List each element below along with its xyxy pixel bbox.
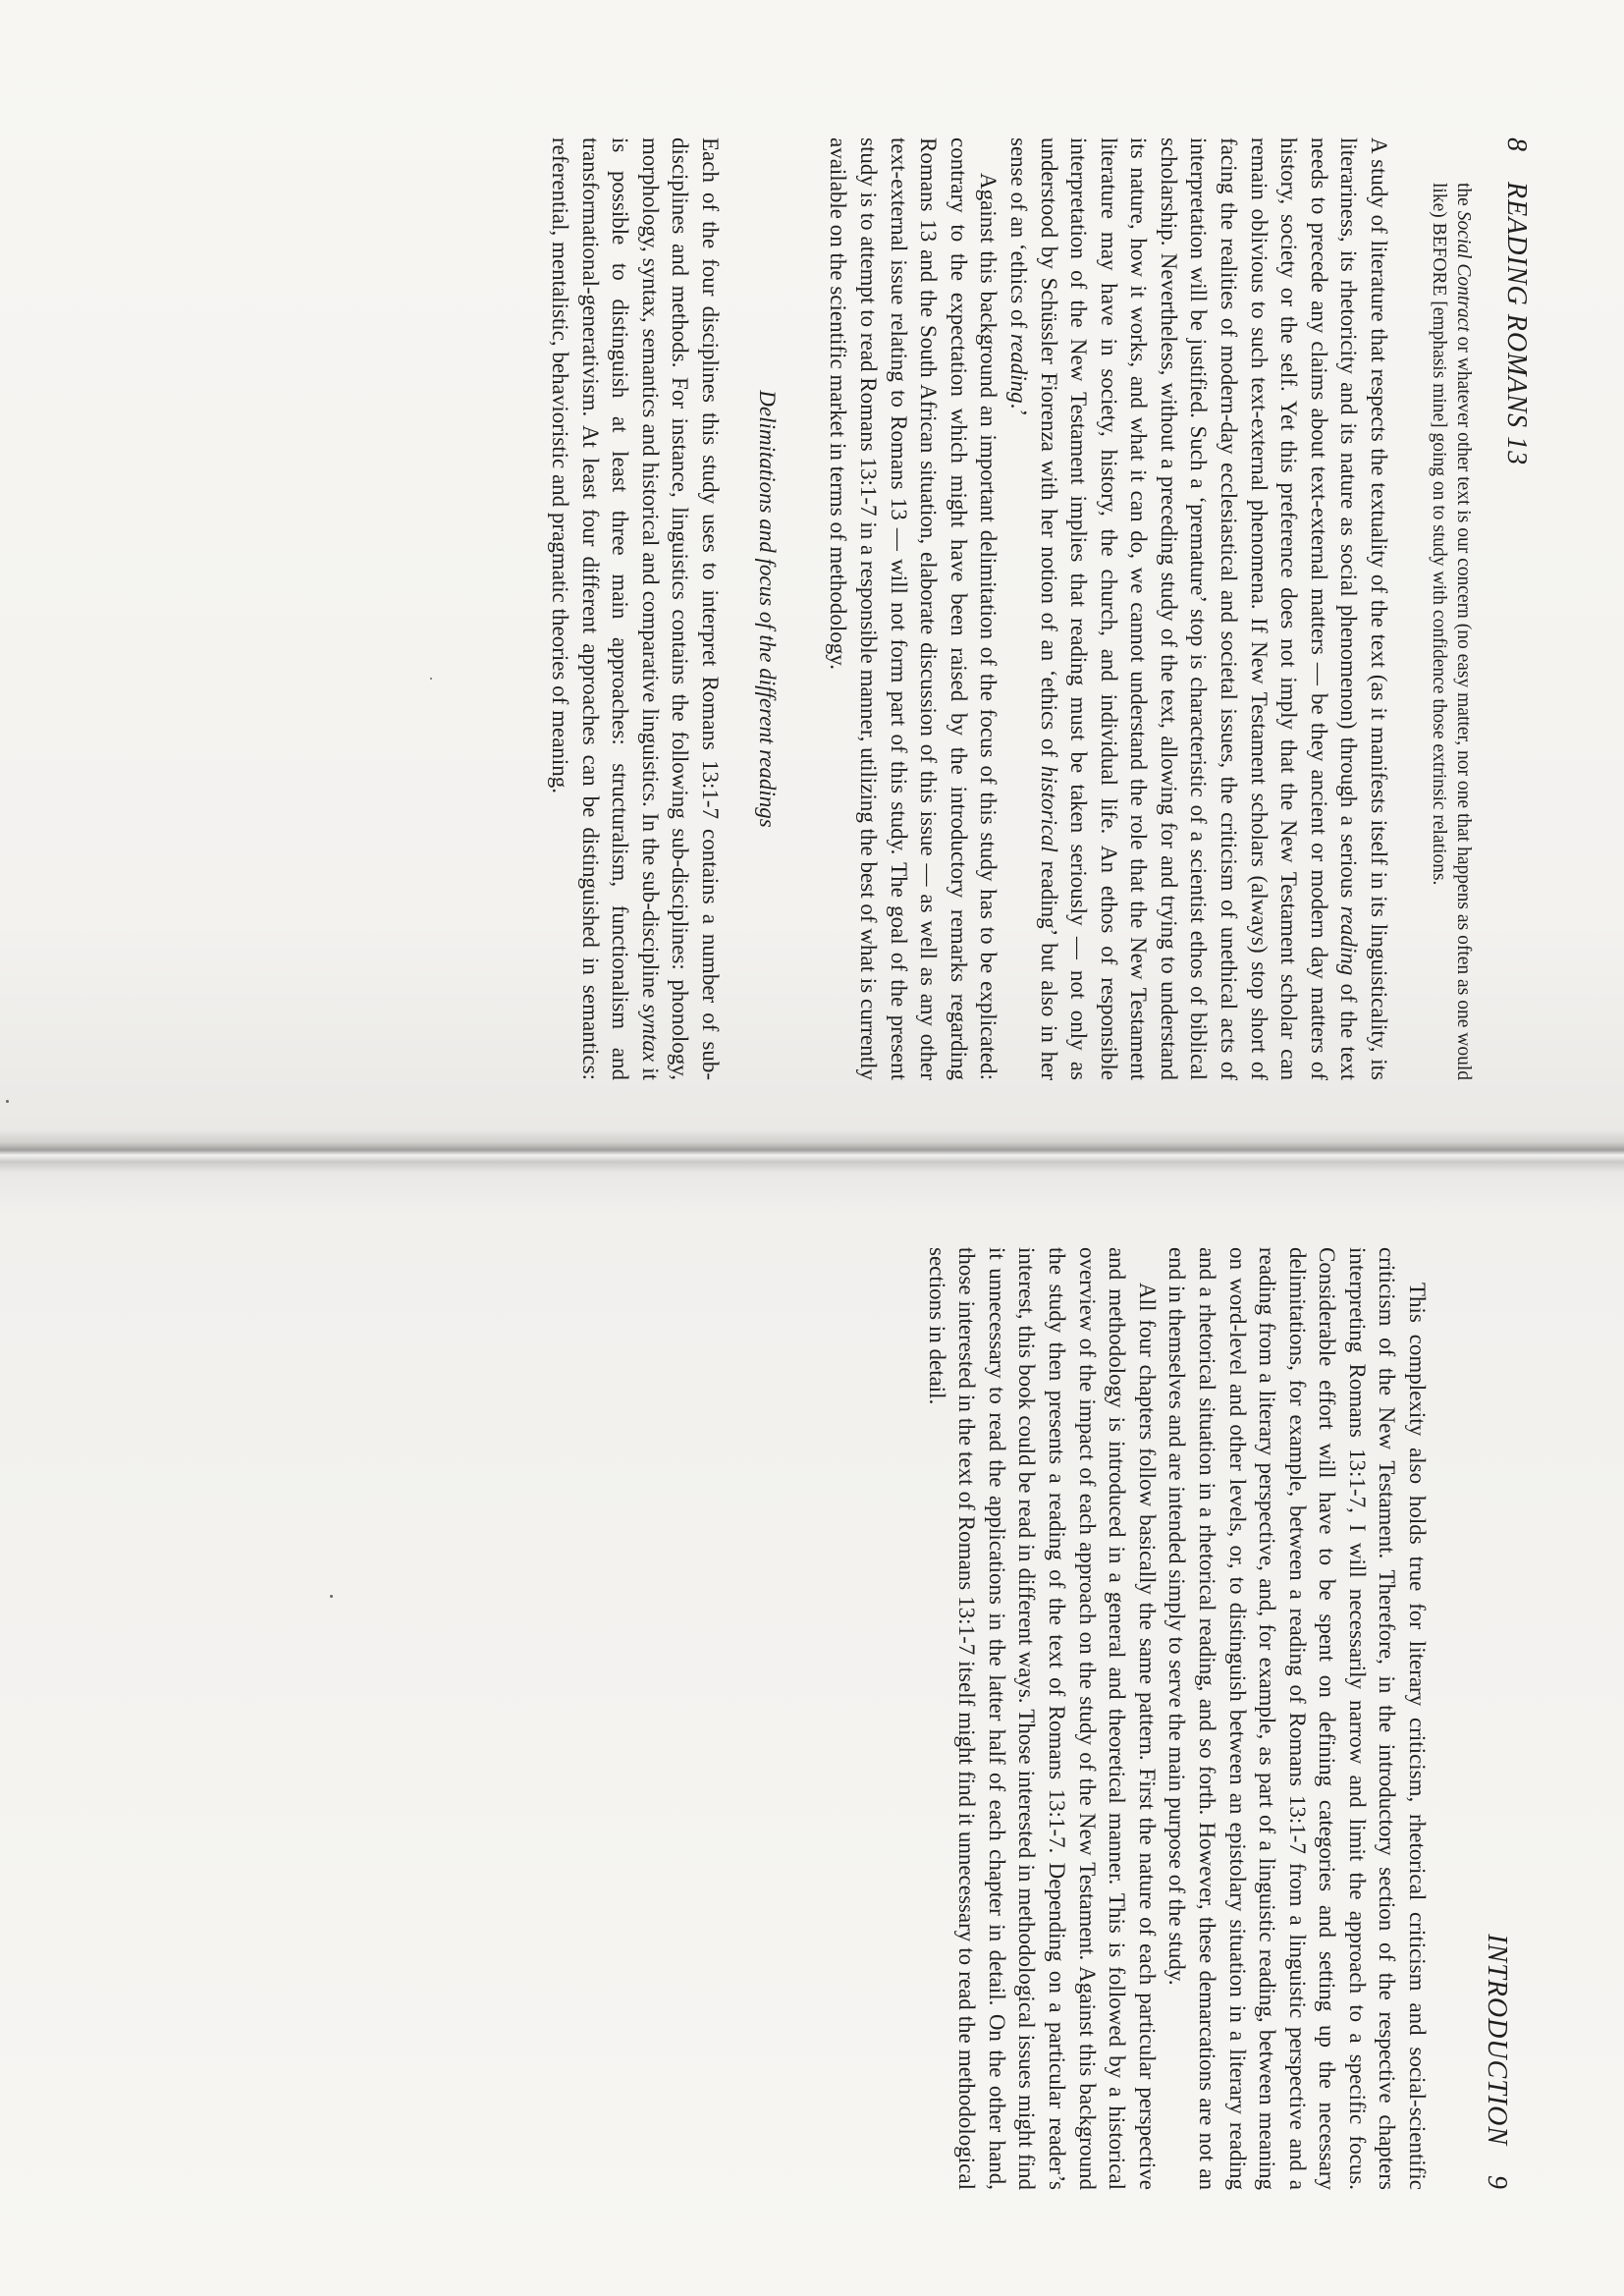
right-running-head: [1481, 1247, 1512, 2190]
paragraph-text: .’: [1005, 403, 1031, 417]
quote-text: or whatever other text is our concern (no easy matter, nor one that happens as often as one would like) BEFORE [emphasis mine] going on to study with confidence those extrinsic relations.: [1429, 183, 1474, 1081]
block-quote: [1427, 183, 1475, 1080]
paragraph-text: Each of the four disciplines this study uses to interpret Romans 13:1-7 contains a number of sub-disciplines and methods. For instance, linguistics contains the following sub-disciplines: phonology, morphology, syntax, semantics and historical and comparative linguistics. In the sub-discipline: [637, 137, 723, 1080]
running-head-title: READING ROMANS 13: [1501, 182, 1532, 466]
right-page: [137, 1247, 1512, 2190]
paragraph-emphasis: reading: [1005, 333, 1031, 404]
paragraph-2: All four chapters follow basically the same pattern. First the nature of each particular perspective and methodology is introduced in a general and theoretical manner. This is followed by a historical overview of the impact of each approach on the study of the New Testament. Against this background the study then presents a reading of the text of Romans 13:1-7. Depending on a particular reader’s interest, this book could be read in different ways. Those interested in methodological issues might find it unnecessary to read the applications in the latter half of each chapter in detail. On the other hand, those interested in the text of Romans 13:1-7 itself might find it unnecessary to read the methodological sections in detail.: [924, 1247, 1160, 2190]
paragraph-text: it is possible to distinguish at least three main approaches: structuralism, functionalism and transformational-generativism. At least four different approaches can be distinguished in semantics: referential, mentalistic, behavioristic and pragmatic theories of meaning.: [548, 137, 663, 1081]
paragraph-2: Against this background an important delimitation of the focus of this study has to be explicated: contrary to the expectation which might have been raised by the introductory remarks regarding Romans 13 and the South African situation, elaborate discussion of this issue — as well as any other text-external issue relating to Romans 13 — will not form part of this study. The goal of the present study is to attempt to read Romans 13:1-7 in a responsible manner, utilizing the best of what is currently available on the scientific market in terms of methodology.: [826, 137, 1001, 1080]
paragraph-emphasis: syntax: [637, 1004, 663, 1063]
paragraph-text: reading’ but also in her sense of an ‘ethics of: [1005, 137, 1061, 1080]
section-heading: Delimitations and focus of the different readings: [754, 390, 780, 828]
book-gutter-fold: [0, 1129, 1624, 1173]
quote-text: the: [1453, 183, 1474, 211]
scan-speck: [6, 1100, 9, 1103]
paragraph-text: of the text needs to precede any claims about text-external matters — be they ancient or modern day matters of history, society or the self. Yet this preference does not imply that the New Testament scholar can remain oblivious to such text-external phenomena. If New Testament scholars (always) stop short of facing the realities of modern-day ecclesiastical and societal issues, the criticism of unethical acts of interpretation will be justified. Such a ‘premature’ stop is characteristic of a scientist ethos of biblical scholarship. Nevertheless, without a preceding study of the text, allowing for and trying to understand its nature, how it works, and what it can do, we cannot understand the role that the New Testament literature may have in society, history, the church, and individual life. An ethos of responsible interpretation of the New Testament implies that reading must be taken seriously — not only as understood by Schüssler Fiorenza with her notion of an ‘ethics of: [1036, 137, 1362, 1080]
left-running-head: [1500, 137, 1532, 1080]
page-number: 9: [1482, 2175, 1512, 2190]
page-number: 8: [1501, 137, 1532, 152]
paragraph-text: A study of literature that respects the textuality of the text (as it manifests itself in its linguisticality, its literariness, its rhetoricity and its nature as social phenomenon) through a serious: [1336, 137, 1391, 1080]
paragraph-emphasis: reading: [1336, 905, 1362, 976]
paragraph-3: [544, 137, 724, 1080]
paragraph-emphasis: historical: [1036, 765, 1061, 852]
paragraph-1: [1002, 137, 1393, 1080]
running-head-title: INTRODUCTION: [1482, 1934, 1512, 2146]
quote-emphasis: Social Contract: [1453, 210, 1474, 332]
paragraph-1: This complexity also holds true for literary criticism, rhetorical criticism and social-scientific criticism of the New Testament. Therefore, in the introductory section of the respective chapters interpreting Romans 13:1-7, I will necessarily narrow and limit the approach to a specific focus. Considerable effort will have to be spent on defining categories and setting up the necessary delimitations, for example, between a reading of Romans 13:1-7 from a linguistic perspective and a reading from a literary perspective, and, for example, as part of a linguistic reading, between meaning on word-level and other levels, or, to distinguish between an epistolary situation in a literary reading and a rhetorical situation in a rhetorical reading, and so forth. However, these demarcations are not an end in themselves and are intended simply to serve the main purpose of the study.: [1164, 1247, 1430, 2190]
left-page: [118, 137, 1532, 1080]
